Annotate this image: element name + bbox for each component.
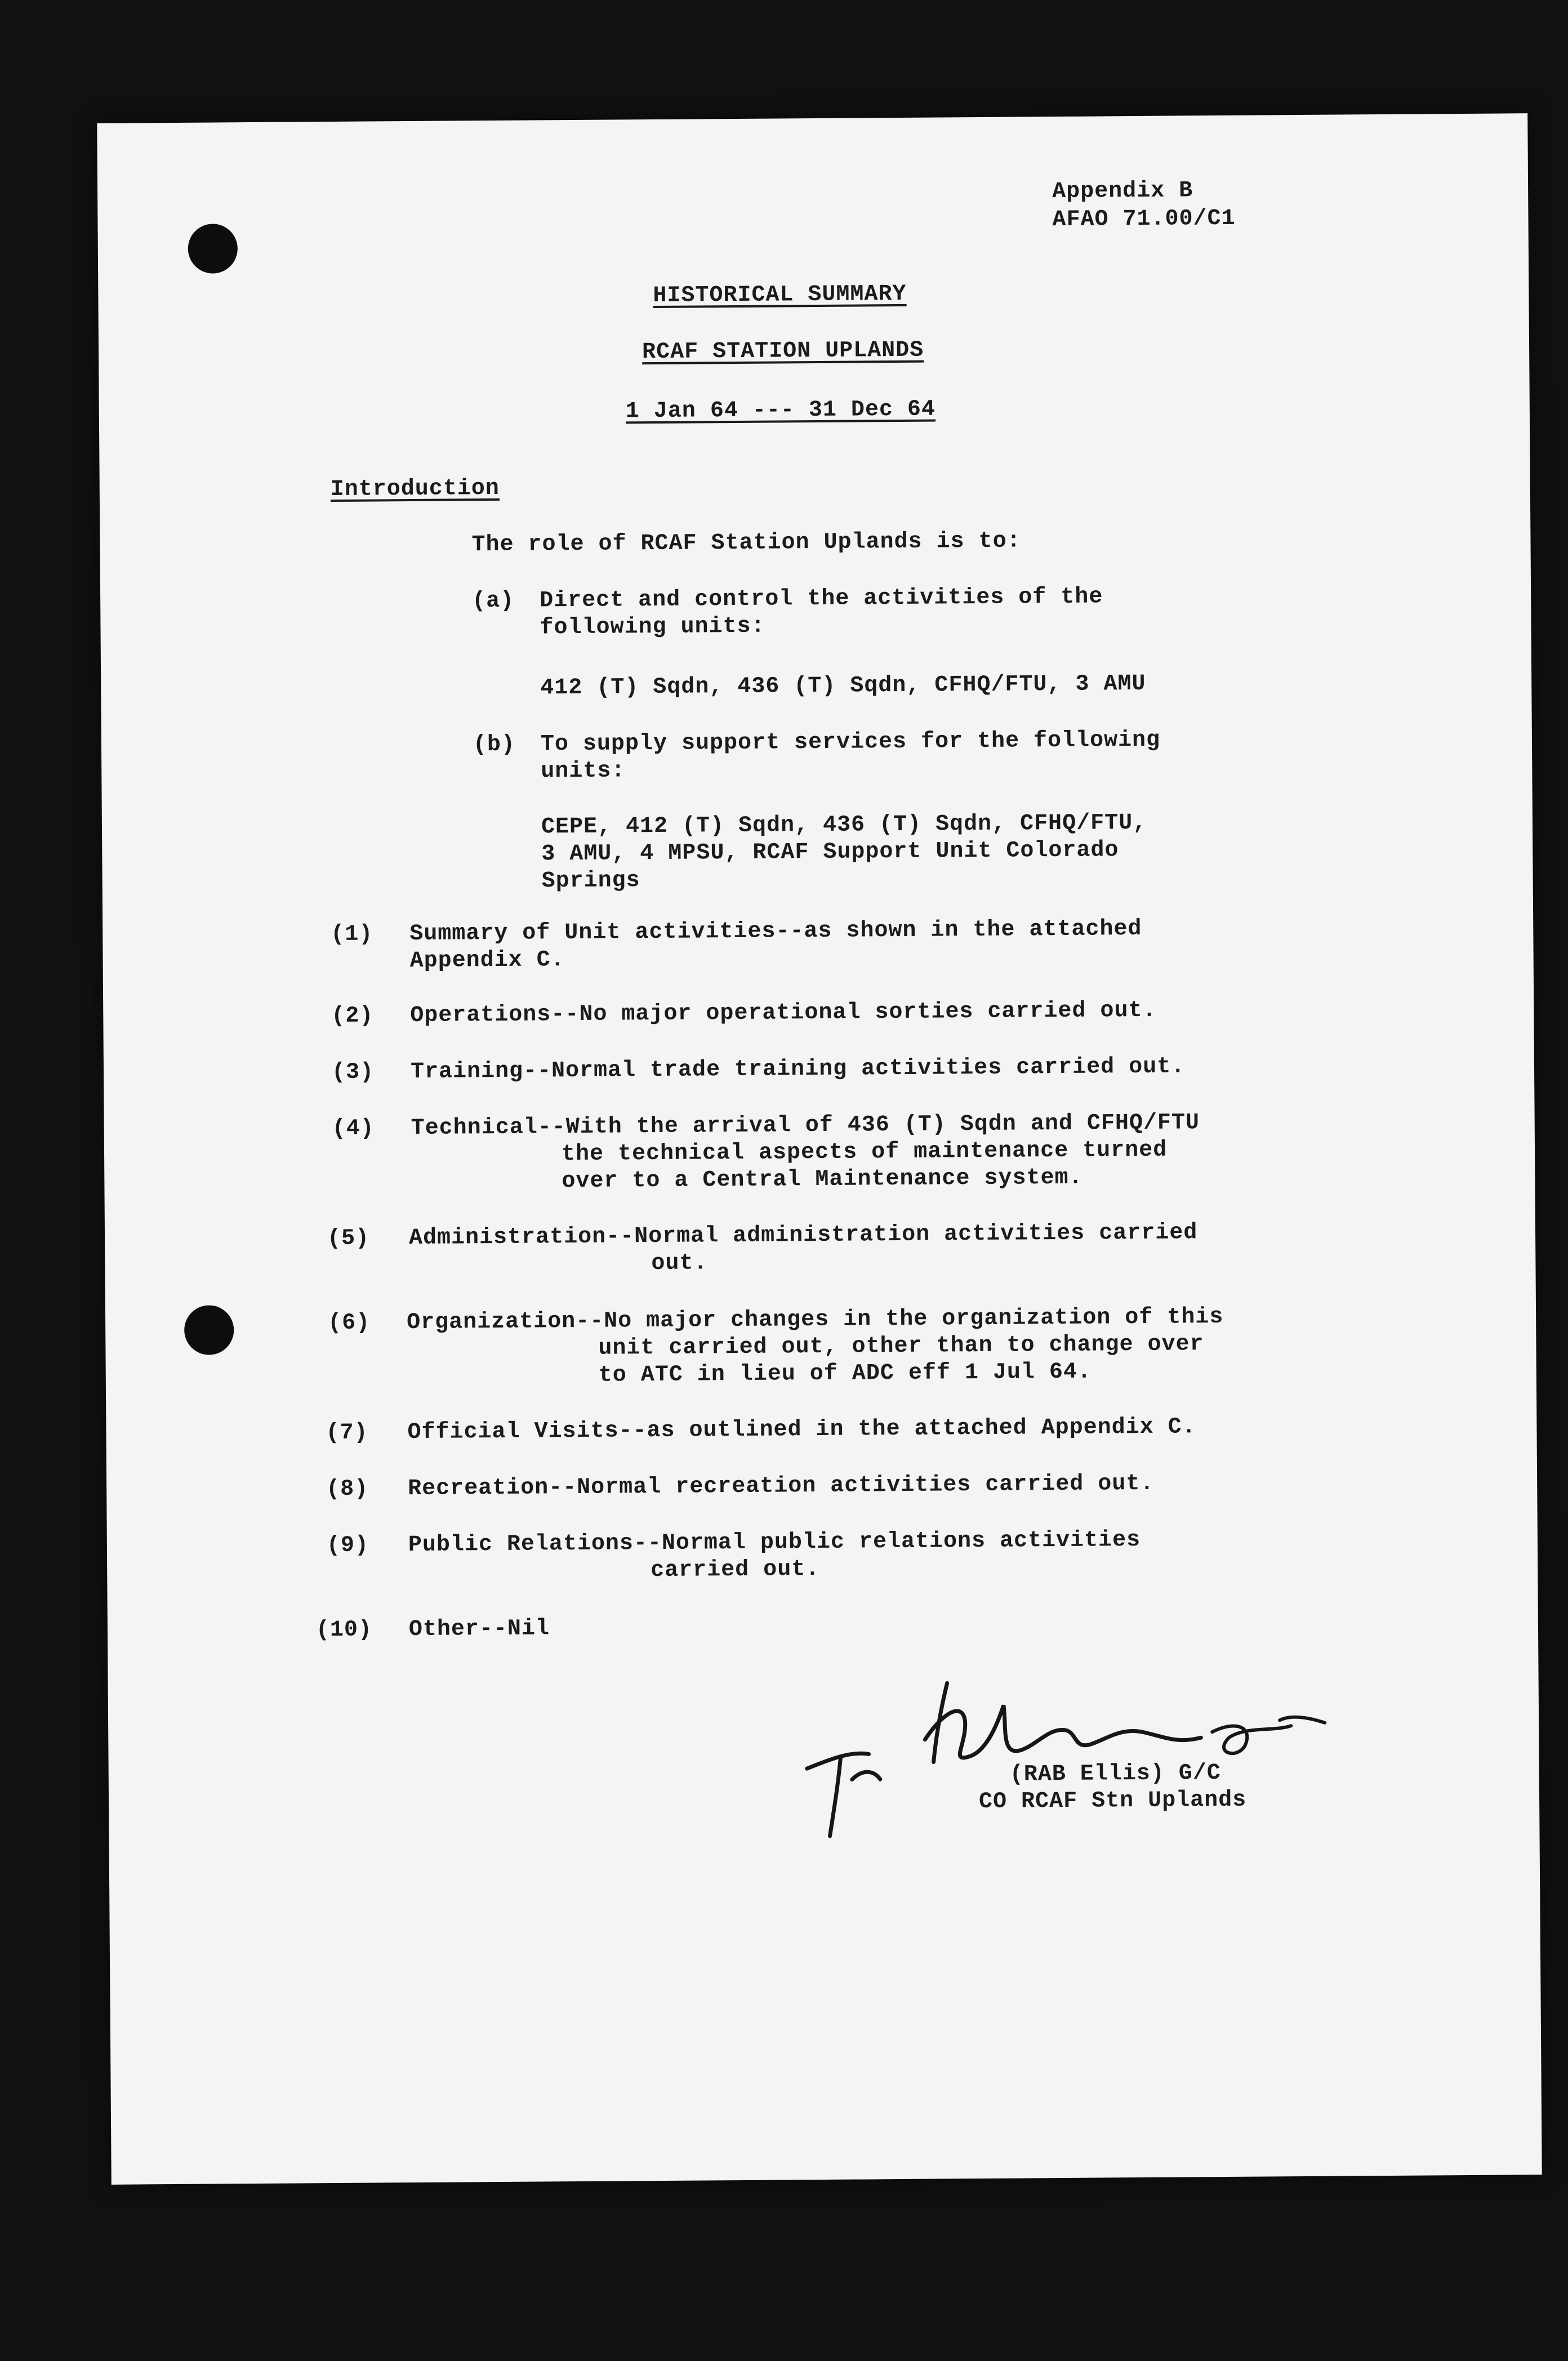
signatory-name: (RAB Ellis) G/C [1009, 1761, 1221, 1788]
item-number: (2) [331, 1003, 374, 1030]
section-heading-introduction: Introduction [330, 475, 500, 503]
item-number: (5) [327, 1226, 370, 1252]
item-training: Training--Normal trade training activities carried out. [410, 1054, 1186, 1085]
item-organization-line3: to ATC in lieu of ADC eff 1 Jul 64. [598, 1359, 1092, 1388]
item-recreation: Recreation--Normal recreation activities carried out. [408, 1471, 1155, 1502]
item-administration-line2: out. [651, 1250, 708, 1277]
item-operations: Operations--No major operational sorties carried out. [410, 997, 1157, 1029]
intro-a-line2: following units: [540, 613, 765, 641]
item-administration-line1: Administration--Normal administration activities carried [408, 1220, 1198, 1251]
item-other: Other--Nil [408, 1616, 550, 1643]
punch-hole-top [188, 224, 238, 274]
item-number: (4) [332, 1116, 375, 1142]
punch-hole-middle [184, 1305, 234, 1355]
item-public-relations-line2: carried out. [651, 1557, 820, 1584]
handwritten-signature [783, 1669, 1348, 1842]
item-summary-line1: Summary of Unit activities--as shown in the attached [409, 916, 1142, 947]
item-technical-line2: the technical aspects of maintenance turned [561, 1137, 1168, 1168]
item-number: (10) [315, 1617, 373, 1643]
document-page [97, 113, 1542, 2185]
intro-b-line1: To supply support services for the following [540, 727, 1161, 758]
item-number: (7) [326, 1420, 368, 1446]
title-period: 1 Jan 64 --- 31 Dec 64 [625, 397, 936, 425]
item-technical-line3: over to a Central Maintenance system. [562, 1165, 1083, 1195]
intro-a-line1: Direct and control the activities of the [540, 584, 1103, 614]
item-technical-line1: Technical--With the arrival of 436 (T) Sqdn and CFHQ/FTU [411, 1110, 1200, 1142]
intro-a-label: (a) [472, 588, 515, 614]
item-number: (9) [326, 1533, 369, 1559]
intro-b-label: (b) [473, 732, 516, 758]
title-historical-summary: HISTORICAL SUMMARY [653, 281, 907, 309]
item-organization-line1: Organization--No major changes in the organization of this [406, 1304, 1224, 1336]
item-number: (6) [327, 1310, 371, 1337]
signatory-title: CO RCAF Stn Uplands [978, 1787, 1247, 1815]
item-official-visits: Official Visits--as outlined in the attached Appendix C. [407, 1414, 1196, 1446]
intro-b-units1: CEPE, 412 (T) Sqdn, 436 (T) Sqdn, CFHQ/FTU, [541, 810, 1147, 840]
intro-b-units3: Springs [541, 868, 640, 894]
file-reference: AFAO 71.00/C1 [1052, 206, 1236, 233]
intro-b-line2: units: [541, 758, 626, 785]
item-number: (1) [331, 921, 373, 948]
intro-lead: The role of RCAF Station Uplands is to: [471, 528, 1021, 558]
item-organization-line2: unit carried out, other than to change over [598, 1331, 1204, 1361]
appendix-label: Appendix B [1052, 178, 1193, 205]
intro-a-units: 412 (T) Sqdn, 436 (T) Sqdn, CFHQ/FTU, 3 AMU [540, 671, 1146, 701]
intro-b-units2: 3 AMU, 4 MPSU, RCAF Support Unit Colorado [541, 838, 1119, 867]
item-number: (8) [326, 1476, 369, 1503]
item-number: (3) [331, 1059, 375, 1086]
title-station: RCAF STATION UPLANDS [642, 337, 924, 366]
item-summary-line2: Appendix C. [409, 947, 565, 974]
item-public-relations-line1: Public Relations--Normal public relations activities [408, 1527, 1141, 1558]
